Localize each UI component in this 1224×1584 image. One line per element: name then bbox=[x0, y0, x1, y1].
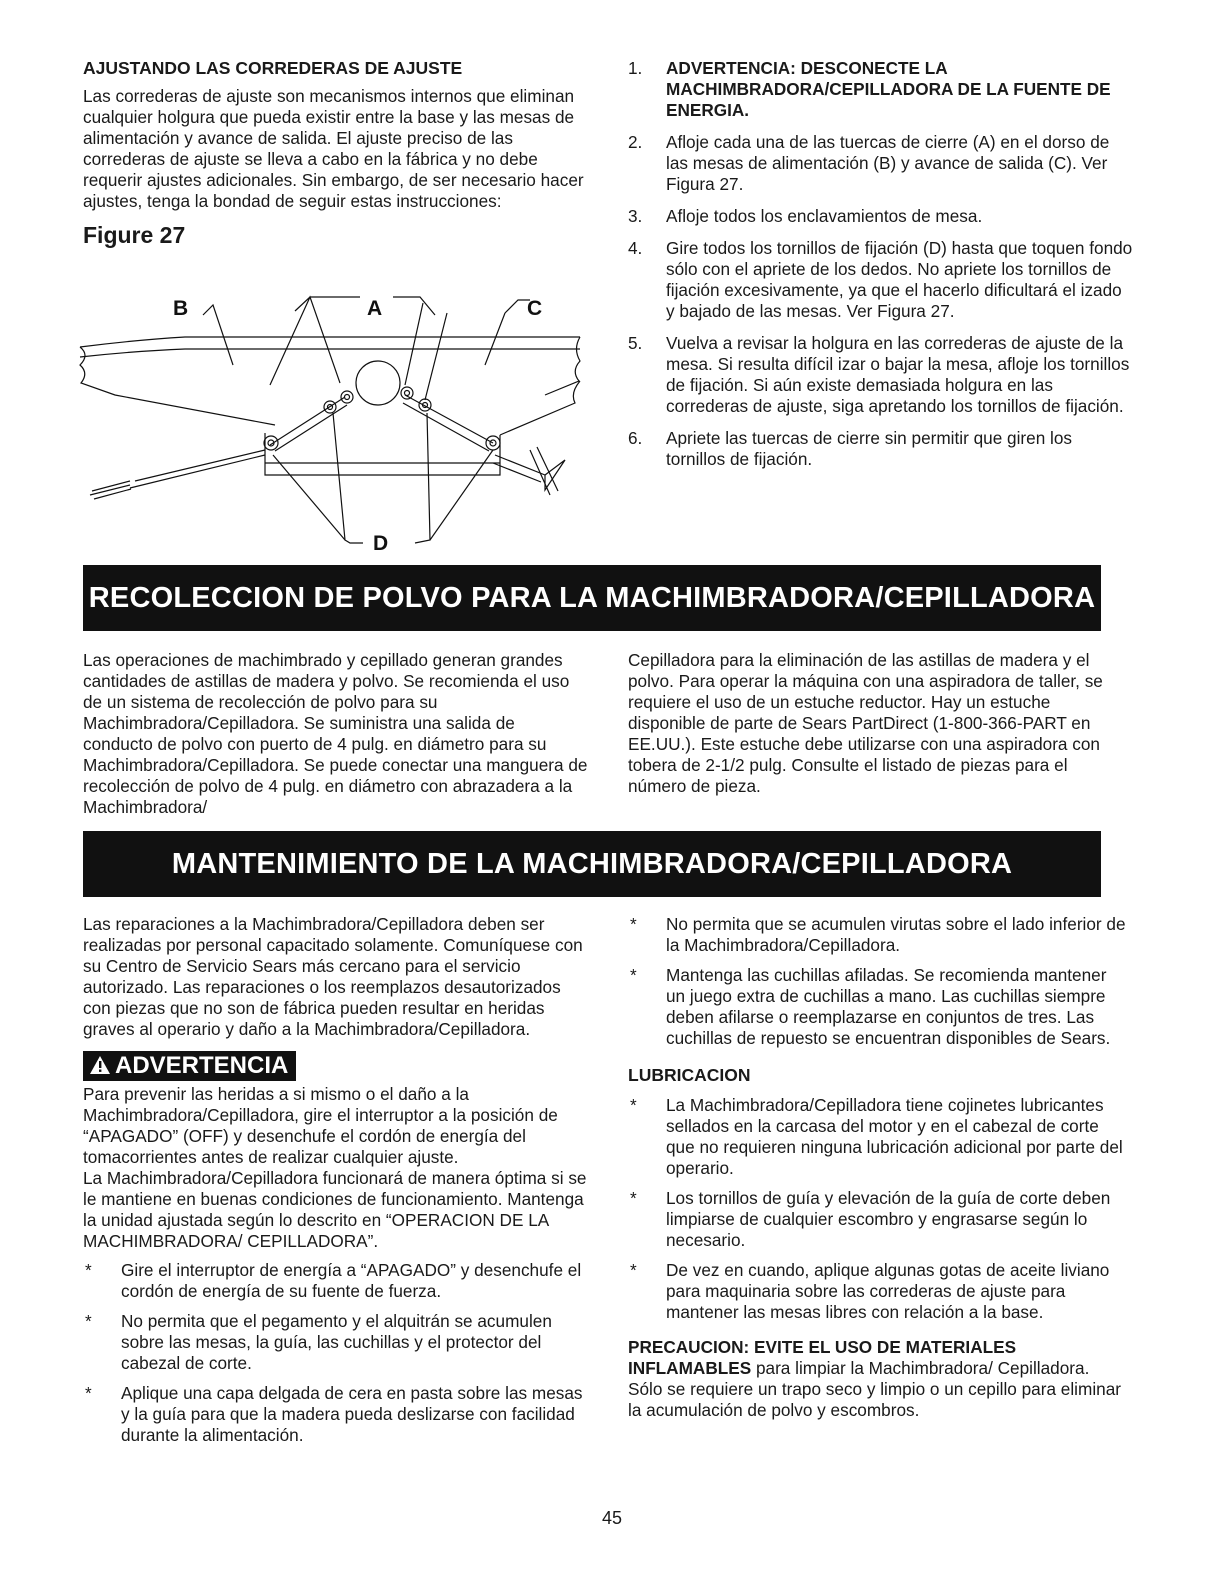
warning-badge bbox=[83, 1051, 296, 1081]
list-item: * Los tornillos de guía y elevación de la guía de corte deben limpiarse de cualquier escombro y engrasarse según lo necesario. bbox=[630, 1188, 1111, 1250]
maint-left bbox=[83, 914, 588, 1455]
maint-intro: Las reparaciones a la Machimbradora/Cepilladora deben ser realizadas por personal capacitado solamente. Comuníquese con su Centro de Servicio Sears más cercano para el servicio autorizado. Las reparaciones o los reemplazos desautorizados con piezas que no son de fábrica pueden resultar en heridas graves al operario y daño a la Machimbradora/Cepilladora. bbox=[83, 914, 583, 1039]
figure-27-diagram bbox=[75, 285, 590, 555]
step-5: 5. Vuelva a revisar la holgura en las correderas de ajuste de la mesa. Si resulta difícil izar o bajar la mesa, afloje los tornillos de fijación. Si aún existe demasiada holgura en las correderas de ajuste, siga apretando los tornillos de fijación. bbox=[628, 333, 1130, 416]
page-number: 45 bbox=[601, 1508, 623, 1528]
warning-label-box bbox=[83, 1051, 588, 1081]
maint-right bbox=[628, 914, 1128, 1421]
list-item: * De vez en cuando, aplique algunas gotas de aceite liviano para maquinaria sobre las correderas de ajuste para mantener las mesas libres con relación a la base. bbox=[630, 1260, 1110, 1322]
label-d: D bbox=[373, 532, 389, 555]
dust-right bbox=[628, 650, 1108, 797]
step-6: 6. Apriete las tuercas de cierre sin permitir que giren los tornillos de fijación. bbox=[628, 428, 1072, 469]
step-4: 4. Gire todos los tornillos de fijación (D) hasta que toquen fondo sólo con el apriete de los dedos. No apriete los tornillos de fijación excesivamente, ya que el hacerlo dificultará el izado y bajado de las mesas. Ver Figura 27. bbox=[628, 238, 1133, 321]
warning-label: ADVERTENCIA bbox=[115, 1052, 289, 1079]
adjust-title: AJUSTANDO LAS CORREDERAS DE AJUSTE bbox=[83, 58, 463, 78]
dust-left bbox=[83, 650, 588, 818]
maint-optimal: La Machimbradora/Cepilladora funcionará de manera óptima si se le mantiene en buenas condiciones de funcionamiento. Mantenga la unidad ajustada según lo descrito en “OPERACION DE LA MACHIMBRADORA/ CEPILLADORA”. bbox=[83, 1168, 587, 1251]
step-2: 2. Afloje cada una de las tuercas de cierre (A) en el dorso de las mesas de alimentación (B) y avance de salida (C). Ver Figura 27. bbox=[628, 132, 1110, 194]
figure-title: Figure 27 bbox=[83, 222, 186, 248]
list-item: * La Machimbradora/Cepilladora tiene cojinetes lubricantes sellados en la carcasa del motor y en el cabezal de corte que no requieren ninguna lubricación adicional por parte del operario. bbox=[630, 1095, 1123, 1178]
list-item: * No permita que el pegamento y el alquitrán se acumulen sobre las mesas, la guía, las cuchillas y el protector del cabezal de corte. bbox=[85, 1311, 552, 1373]
maint-right-bullets bbox=[628, 914, 1128, 1049]
steps-column bbox=[628, 58, 1133, 481]
label-c: C bbox=[527, 297, 543, 320]
label-a: A bbox=[367, 297, 383, 320]
adjust-paragraph: Las correderas de ajuste son mecanismos internos que eliminan cualquier holgura que pueda existir entre la base y las mesas de alimentación y avance de salida. El ajuste preciso de las correderas de ajuste se lleva a cabo en la fábrica y no debe requerir ajustes adicionales. Sin embargo, de ser necesario hacer ajustes, tenga la bondad de seguir estas instrucciones: bbox=[83, 86, 584, 211]
dust-collection-banner: RECOLECCION DE POLVO PARA LA MACHIMBRADORA/CEPILLADORA bbox=[83, 565, 1101, 631]
caution-paragraph bbox=[628, 1337, 1128, 1421]
caution-bold: PRECAUCION: EVITE EL USO DE MATERIALES INFLAMABLES bbox=[628, 1337, 1017, 1378]
steps-list bbox=[628, 58, 1133, 470]
list-item: * No permita que se acumulen virutas sobre el lado inferior de la Machimbradora/Cepilladora. bbox=[630, 914, 1126, 955]
step-3: 3. Afloje todos los enclavamientos de mesa. bbox=[628, 206, 983, 226]
warning-triangle-icon bbox=[89, 1055, 111, 1075]
lubrication-title: LUBRICACION bbox=[628, 1065, 751, 1085]
caution-rest: para limpiar la Machimbradora/ Cepilladora. Sólo se requiere un trapo seco y limpio o un cepillo para eliminar la acumulación de polvo y escombros. bbox=[628, 1358, 1121, 1420]
adjust-section bbox=[83, 58, 588, 249]
maint-left-bullets bbox=[83, 1260, 588, 1446]
dust-left-text: Las operaciones de machimbrado y cepillado generan grandes cantidades de astillas de madera y polvo. Se recomienda el uso de un sistema de recolección de polvo para su Machimbradora/Cepilladora. Se suministra una salida de conducto de polvo con puerto de 4 pulg. en diámetro para su Machimbradora/Cepilladora. Se puede conectar una manguera de recolección de polvo de 4 pulg. en diámetro con abrazadera a la Machimbradora/ bbox=[83, 650, 588, 817]
list-item: * Aplique una capa delgada de cera en pasta sobre las mesas y la guía para que la madera pueda deslizarse con facilidad durante la alimentación. bbox=[85, 1383, 583, 1445]
warning-text: Para prevenir las heridas a si mismo o el daño a la Machimbradora/Cepilladora, gire el interruptor a la posición de “APAGADO” (OFF) y desenchufe el cordón de energía del tomacorrientes antes de realizar cualquier ajuste. bbox=[83, 1084, 558, 1167]
list-item: * Gire el interruptor de energía a “APAGADO” y desenchufe el cordón de energía de su fuente de fuerza. bbox=[85, 1260, 582, 1301]
maintenance-banner: MANTENIMIENTO DE LA MACHIMBRADORA/CEPILLADORA bbox=[83, 831, 1101, 897]
step-1: 1. ADVERTENCIA: DESCONECTE LA MACHIMBRADORA/CEPILLADORA DE LA FUENTE DE ENERGIA. bbox=[628, 58, 1111, 120]
list-item: * Mantenga las cuchillas afiladas. Se recomienda mantener un juego extra de cuchillas a mano. Las cuchillas siempre deben afilarse o reemplazarse en conjuntos de tres. Las cuchillas de repuesto se encuentran disponibles de Sears. bbox=[630, 965, 1111, 1048]
lubrication-bullets bbox=[628, 1095, 1128, 1323]
label-b: B bbox=[173, 297, 189, 320]
dust-right-text: Cepilladora para la eliminación de las astillas de madera y el polvo. Para operar la máquina con una aspiradora de taller, se requiere el uso de un estuche reductor. Hay un estuche disponible de parte de Sears PartDirect (1-800-366-PART en EE.UU.). Este estuche debe utilizarse con una aspiradora con tobera de 2-1/2 pulg. Consulte el listado de piezas para el número de pieza. bbox=[628, 650, 1103, 796]
